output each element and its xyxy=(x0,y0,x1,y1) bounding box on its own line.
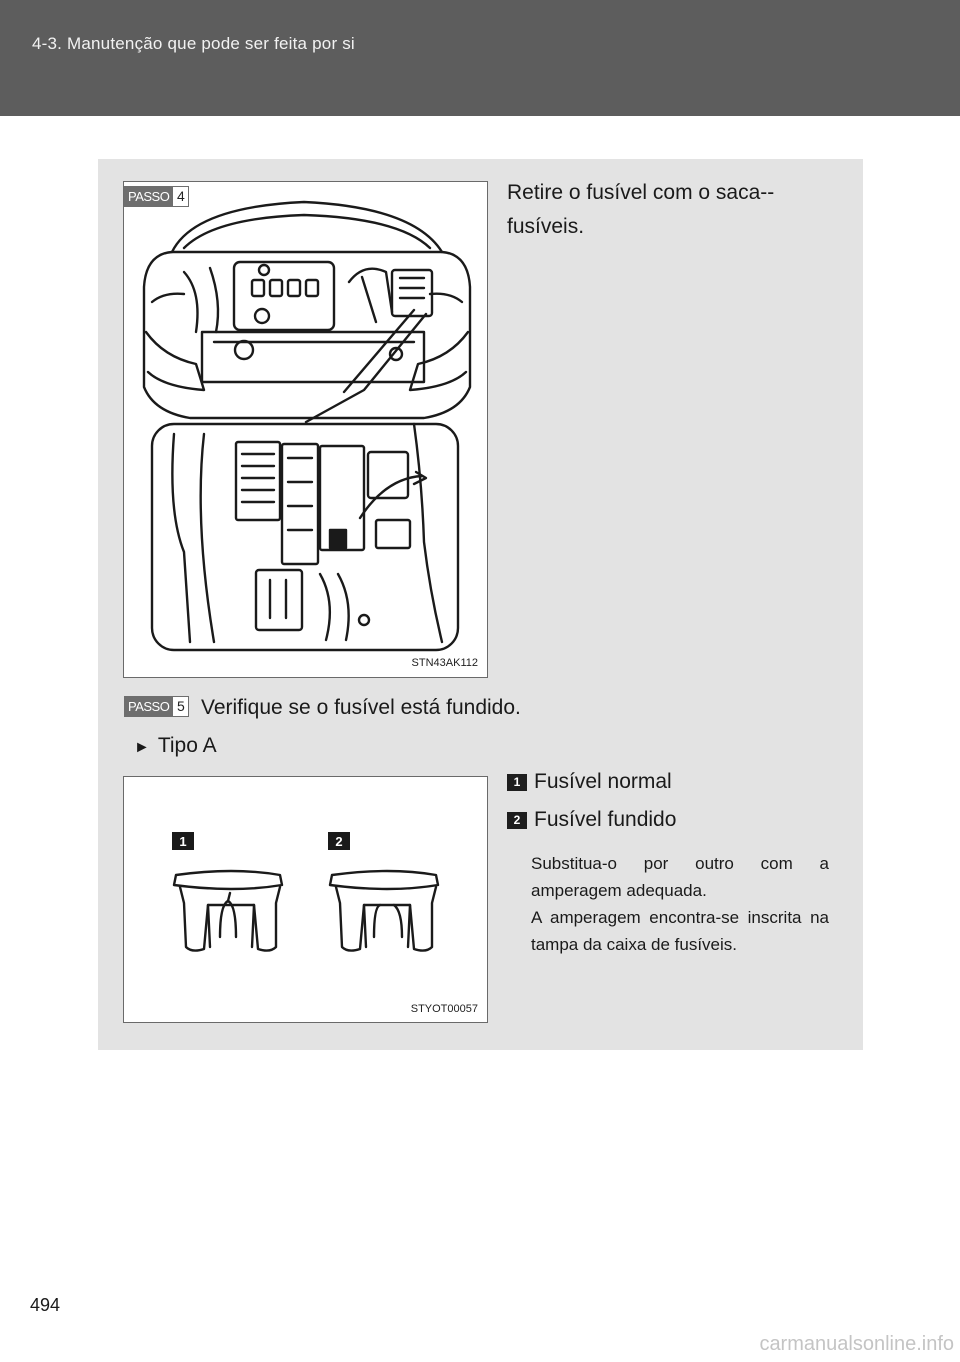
step5-instruction: Verifique se o fusível está fundido. xyxy=(201,696,521,719)
fuse-illustration xyxy=(124,777,487,1022)
watermark: carmanualsonline.info xyxy=(759,1333,954,1355)
fuse-comparison-figure xyxy=(123,776,488,1023)
engine-bay-illustration xyxy=(124,182,487,677)
step-badge-label: PASSO xyxy=(124,696,173,717)
step-badge-4 xyxy=(124,186,189,207)
figure-marker-1-text: 1 xyxy=(179,834,187,849)
note-line-2: A amperagem encontra-se inscrita na tampa da caixa de fusíveis. xyxy=(531,908,829,954)
step-badge-number: 5 xyxy=(173,696,189,717)
legend-item-normal xyxy=(507,770,672,794)
step-badge-5 xyxy=(124,696,189,717)
note-line-1: Substitua-o por outro com a amperagem adequada. xyxy=(531,854,829,900)
engine-fuse-box-figure xyxy=(123,181,488,678)
triangle-right-icon: ► xyxy=(134,739,150,756)
number-badge-icon: 2 xyxy=(507,812,527,829)
type-label: Tipo A xyxy=(157,734,217,757)
page-header xyxy=(0,0,960,116)
step-badge-number: 4 xyxy=(173,186,189,207)
figure-marker-2-text: 2 xyxy=(335,834,343,849)
section-title: 4-3. Manutenção que pode ser feita por si xyxy=(32,34,355,53)
legend-label: Fusível normal xyxy=(534,770,672,793)
legend-item-blown xyxy=(507,808,676,832)
replacement-note xyxy=(531,850,829,958)
page-number: 494 xyxy=(30,1295,61,1315)
figure-code: STN43AK112 xyxy=(411,657,478,669)
step4-instruction: Retire o fusível com o saca--fusíveis. xyxy=(507,181,775,238)
figure-code: STYOT00057 xyxy=(410,1003,478,1015)
legend-label: Fusível fundido xyxy=(534,808,677,831)
step-badge-label: PASSO xyxy=(124,186,173,207)
type-heading xyxy=(134,729,217,765)
number-badge-icon: 1 xyxy=(507,774,527,791)
